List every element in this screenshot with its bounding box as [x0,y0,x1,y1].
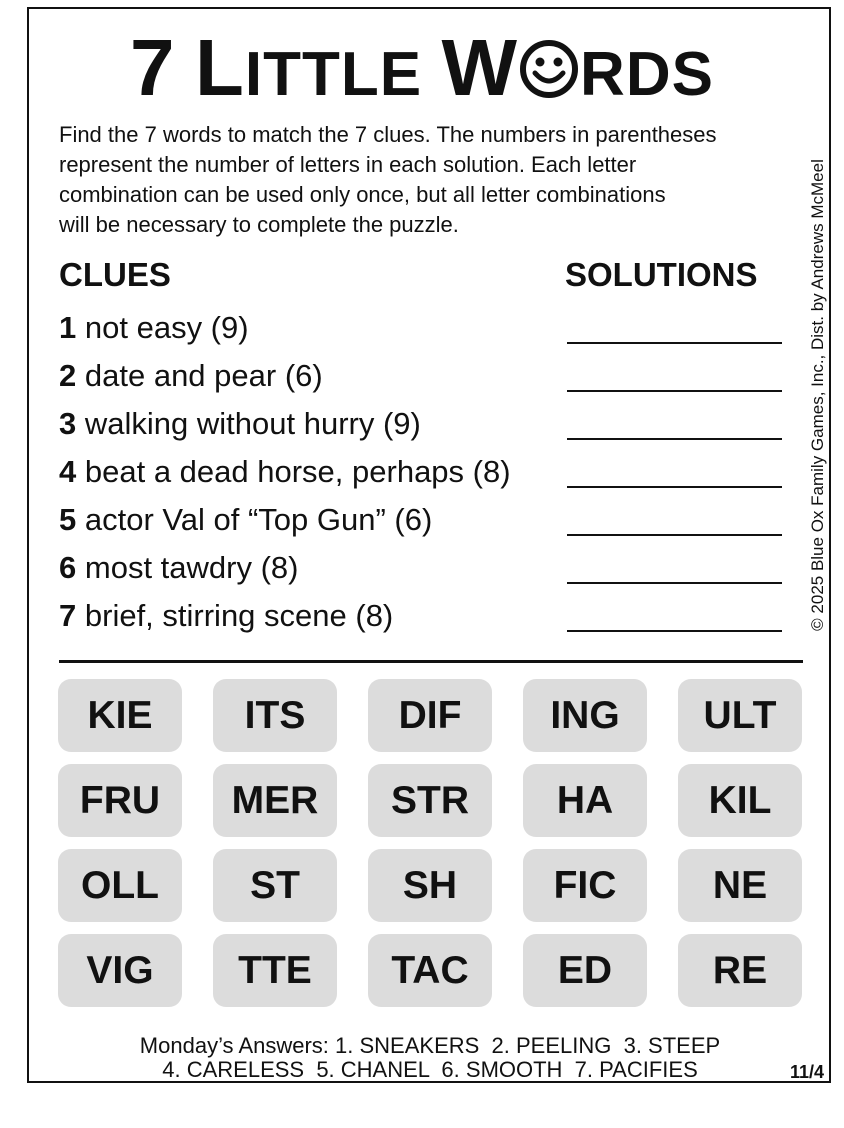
clue-text: actor Val of “Top Gun” (6) [84,502,433,537]
letter-tile[interactable]: ST [213,849,337,922]
instruction-line: Find the 7 words to match the 7 clues. The numbers in parentheses [59,122,717,147]
solution-blank[interactable] [567,390,782,392]
letter-tile[interactable]: FRU [58,764,182,837]
solution-blank[interactable] [567,630,782,632]
letter-tile[interactable]: OLL [58,849,182,922]
letter-tile[interactable]: TAC [368,934,492,1007]
puzzle-title [0,22,844,114]
letter-tile-grid [58,679,804,1007]
clue-text: walking without hurry (9) [84,406,421,441]
clue-number: 7 [59,598,77,633]
letter-tile[interactable]: DIF [368,679,492,752]
clue-list [59,306,819,642]
clue-row [59,306,819,354]
letter-tile[interactable]: NE [678,849,802,922]
title-letters: ITTLE [244,40,423,109]
smiley-face-icon [519,39,579,99]
clue-number: 5 [59,502,77,537]
letter-tile[interactable]: VIG [58,934,182,1007]
clue-text: beat a dead horse, perhaps (8) [84,454,511,489]
clue-number: 4 [59,454,77,489]
instruction-line: combination can be used only once, but all letter combinations [59,182,666,207]
clues-heading: CLUES [59,256,171,293]
clue-text: brief, stirring scene (8) [84,598,394,633]
solutions-heading: SOLUTIONS [565,256,758,293]
clue-row [59,450,819,498]
clue-text: date and pear (6) [84,358,323,393]
clue-row [59,546,819,594]
instructions [59,120,819,240]
letter-tile[interactable]: ING [523,679,647,752]
letter-tile[interactable]: ITS [213,679,337,752]
clue-row [59,402,819,450]
title-letters: RDS [580,40,714,109]
clue-number: 1 [59,310,77,345]
title-number: 7 [130,23,176,112]
letter-tile[interactable]: TTE [213,934,337,1007]
letter-tile[interactable]: MER [213,764,337,837]
clue-row [59,498,819,546]
clue-number: 3 [59,406,77,441]
puzzle-date: 11/4 [789,1062,824,1082]
letter-tile[interactable]: KIL [678,764,802,837]
letter-tile[interactable]: ED [523,934,647,1007]
solution-blank[interactable] [567,486,782,488]
letter-tile[interactable]: FIC [523,849,647,922]
clue-text: most tawdry (8) [84,550,299,585]
title-letter: W [441,23,519,112]
previous-answers-line: Monday’s Answers: 1. SNEAKERS 2. PEELING 3. STEEP [139,1033,721,1058]
clue-row [59,594,819,642]
clue-number: 6 [59,550,77,585]
instruction-line: represent the number of letters in each solution. Each letter [59,152,637,177]
solution-blank[interactable] [567,582,782,584]
letter-tile[interactable]: ULT [678,679,802,752]
title-letter: L [195,23,245,112]
clue-number: 2 [59,358,77,393]
clue-text: not easy (9) [84,310,249,345]
letter-tile[interactable]: RE [678,934,802,1007]
letter-tile[interactable]: STR [368,764,492,837]
letter-tile[interactable]: HA [523,764,647,837]
previous-answers-line: 4. CARELESS 5. CHANEL 6. SMOOTH 7. PACIFIES [162,1057,698,1082]
clue-row [59,354,819,402]
divider [59,660,803,663]
solution-blank[interactable] [567,342,782,344]
letter-tile[interactable]: KIE [58,679,182,752]
letter-tile[interactable]: SH [368,849,492,922]
solution-blank[interactable] [567,534,782,536]
copyright-notice: © 2025 Blue Ox Family Games, Inc., Dist. by Andrews McMeel [808,159,827,631]
solution-blank[interactable] [567,438,782,440]
instruction-line: will be necessary to complete the puzzle. [59,212,459,237]
